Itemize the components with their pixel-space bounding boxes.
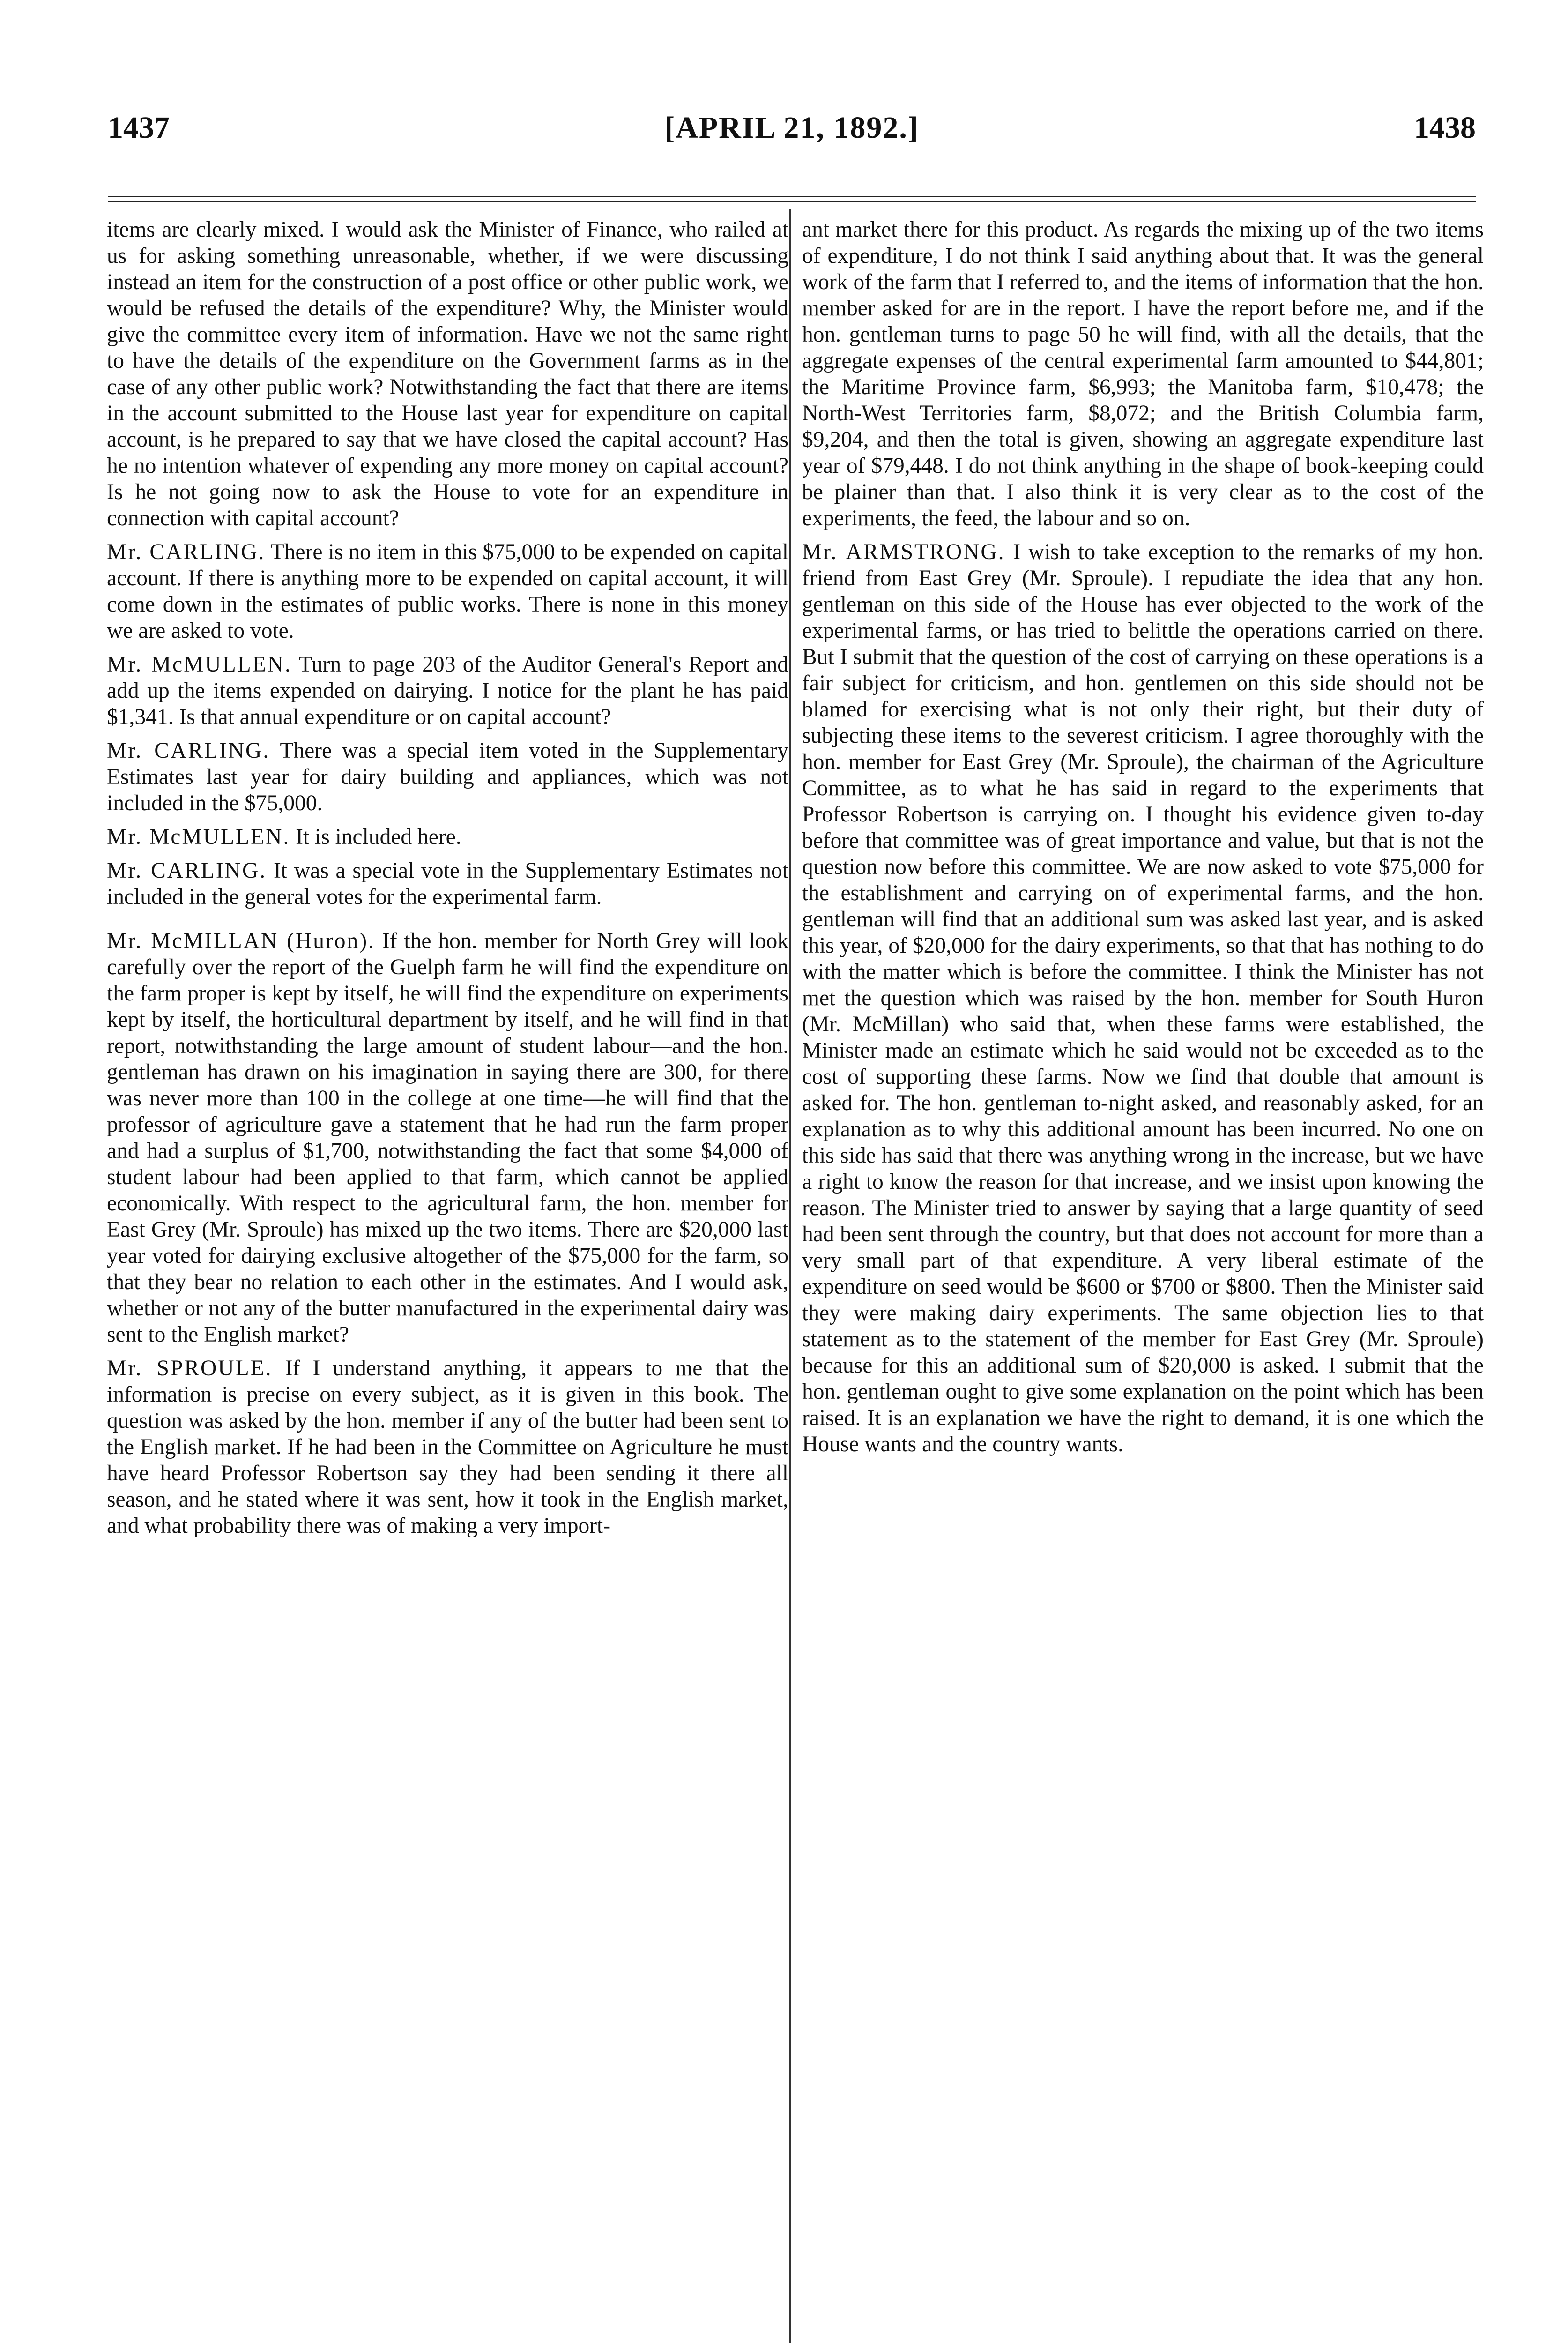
paragraph-text: If I understand anything, it appears to me that the information is precise on every subject, as it is given in this book. The question was asked by the hon. member if any of the butter had been sent to the English market. If he had been in the Committee on Agriculture he must have heard Professor Robertson say they had been sending it there all season, and he stated where it was sent, how it took in the English market, and what probability there was of making a very import- xyxy=(107,1356,789,1538)
column-divider xyxy=(789,209,791,2343)
paragraph xyxy=(107,651,788,730)
paragraph xyxy=(107,928,788,1348)
paragraph xyxy=(107,1355,788,1539)
left-column xyxy=(107,216,788,1546)
speaker-name: Mr. SPROULE. xyxy=(107,1356,273,1380)
page-date: [APRIL 21, 1892.] xyxy=(664,111,919,145)
speaker-name: Mr. McMULLEN. xyxy=(107,825,290,849)
header-rule xyxy=(108,196,1476,197)
paragraph xyxy=(107,539,788,644)
paragraph-text: There is no item in this $75,000 to be expended on capital account. If there is anything more to be expended on capital account, it will come down in the estimates of public works. There is none in this money we are asked to vote. xyxy=(107,540,788,643)
page-header xyxy=(108,110,1476,162)
paragraph xyxy=(107,216,788,531)
speaker-name: Mr. CARLING. xyxy=(107,739,270,763)
speaker-name: Mr. ARMSTRONG. xyxy=(802,540,1005,564)
paragraph-text: If the hon. member for North Grey will look carefully over the report of the Guelph farm he will find the expenditure on the farm proper is kept by itself, he will find the expenditure on experiments kept by itself, the horticultural department by itself, and he will find in that report, notwithstanding the large amount of student labour—and the hon. gentleman has drawn on his imagination in saying there are 300, for there was never more than 100 in the college at one time—he will find that the professor of agriculture gave a statement that he had run the farm proper and had a surplus of $1,700, notwithstanding the fact that some $4,000 of student labour had been applied to that farm, which cannot be applied economically. With respect to the agricultural farm, the hon. member for East Grey (Mr. Sproule) has mixed up the two items. There are $20,000 last year voted for dairying exclusive altogether of the $75,000 for the farm, so that they bear no relation to each other in the estimates. And I would ask, whether or not any of the butter manufactured in the experimental dairy was sent to the English market? xyxy=(107,929,789,1347)
page-number-left: 1437 xyxy=(108,111,170,145)
paragraph-text: I wish to take exception to the remarks of my hon. friend from East Grey (Mr. Sproule). I repudiate the idea that any hon. gentleman on this side of the House has ever objected to the work of the experimental farms, or has tried to belittle the operations carried on there. But I submit that the question of the cost of carrying on these operations is a fair subject for criticism, and hon. gentlemen on this side should not be blamed for exercising what is not only their right, but their duty of subjecting these items to the severest criticism. I agree thoroughly with the hon. member for East Grey (Mr. Sproule), the chairman of the Agriculture Committee, as to what he has said in regard to the experiments that Professor Robertson is carrying on. I thought his evidence given to-day before that committee was of great importance and value, but that is not the question now before this committee. We are now asked to vote $75,000 for the establishment and carrying on of experimental farms, and the hon. gentleman will find that an additional sum was asked last year, and is asked this year, of $20,000 for the dairy experiments, so that that has nothing to do with the matter which is before the committee. I think the Minister has not met the question which was raised by the hon. member for South Huron (Mr. McMillan) who said that, when these farms were established, the Minister made an estimate which he said would not be exceeded as to the cost of supporting these farms. Now we find that double that amount is asked for. The hon. gentleman to-night asked, and reasonably asked, for an explanation as to why this additional amount has been incurred. No one on this side has said that there was anything wrong in the increase, but we have a right to know the reason for that increase, and we insist upon knowing the reason. The Minister tried to answer by saying that a large quantity of seed had been sent through the country, but that does not account for more than a very small part of that expenditure. A very liberal estimate of the expenditure on seed would be $600 or $700 or $800. Then the Minister said they were making dairy experiments. The same objection lies to that statement as to the statement of the member for East Grey (Mr. Sproule) because for this an additional sum of $20,000 is asked. I submit that the hon. gentleman ought to give some explanation on the point which has been raised. It is an explanation we have the right to demand, it is one which the House wants and the country wants. xyxy=(802,540,1484,1456)
right-column xyxy=(802,216,1484,1465)
paragraph-text: items are clearly mixed. I would ask the Minister of Finance, who railed at us for asking something unreasonable, whether, if we were discussing instead an item for the construction of a post office or other public work, we would be refused the details of the expenditure? Why, the Minister would give the committee every item of information. Have we not the same right to have the details of the expenditure on the Government farms as in the case of any other public work? Notwithstanding the fact that there are items in the account submitted to the House last year for expenditure on capital account, is he prepared to say that we have closed the capital account? Has he no intention whatever of expending any more money on capital account? Is he not going now to ask the House to vote for an expenditure in connection with capital account? xyxy=(107,217,788,530)
paragraph xyxy=(107,858,788,910)
page-number-right: 1438 xyxy=(1414,111,1476,145)
paragraph-text: It was a special vote in the Supplementary Estimates not included in the general votes for the experimental farm. xyxy=(107,858,788,909)
paragraph-text: ant market there for this product. As regards the mixing up of the two items of expenditure, I do not think I said anything about that. It was the general work of the farm that I referred to, and the items of information that the hon. member asked for are in the report. I have the report before me, and if the hon. gentleman turns to page 50 he will find, with all the details, that the aggregate expenses of the central experimental farm amounted to $44,801; the Maritime Province farm, $6,993; the Manitoba farm, $10,478; the North-West Territories farm, $8,072; and the British Columbia farm, $9,204, and then the total is given, showing an aggregate expenditure last year of $79,448. I do not think anything in the shape of book-keeping could be plainer than that. I also think it is very clear as to the cost of the experiments, the feed, the labour and so on. xyxy=(802,217,1484,530)
header-rule-thin xyxy=(108,201,1476,202)
speaker-name: Mr. CARLING. xyxy=(107,858,267,883)
speaker-name: Mr. McMILLAN (Huron). xyxy=(107,929,375,953)
paragraph-text: It is included here. xyxy=(296,825,461,849)
paragraph xyxy=(107,824,788,850)
paragraph xyxy=(107,738,788,816)
speaker-name: Mr. McMULLEN. xyxy=(107,652,292,677)
speaker-name: Mr. CARLING. xyxy=(107,540,266,564)
paragraph xyxy=(802,539,1484,1457)
paragraph-text: Turn to page 203 of the Auditor General's Report and add up the items expended on dairying. I notice for the plant he has paid $1,341. Is that annual expenditure or on capital account? xyxy=(107,652,788,729)
paragraph-text: There was a special item voted in the Supplementary Estimates last year for dairy building and appliances, which was not included in the $75,000. xyxy=(107,739,788,815)
paragraph xyxy=(802,216,1484,531)
